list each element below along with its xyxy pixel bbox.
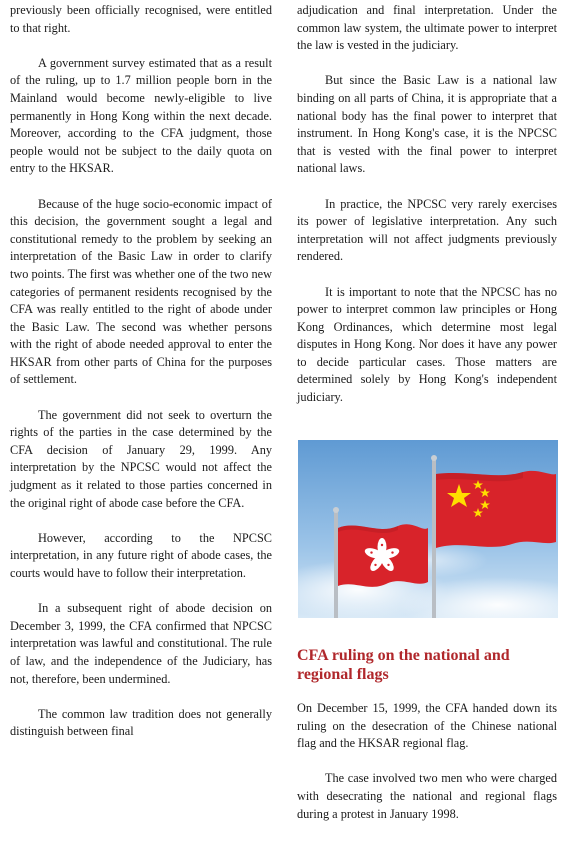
paragraph: In practice, the NPCSC very rarely exercises its power of legislative interpretation. Any such interpretation will not affect judgments previously rendered. (297, 196, 557, 264)
section-heading: CFA ruling on the national and regional flags (297, 647, 510, 683)
paragraph: previously been officially recognised, were entitled to that right. (10, 3, 272, 35)
paragraph: On December 15, 1999, the CFA handed down its ruling on the desecration of the Chinese national flag and the HKSAR regional flag. (297, 701, 557, 751)
flags-photo (298, 440, 558, 618)
paragraph: adjudication and final interpretation. Under the common law system, the ultimate power to interpret the law is vested in the judiciary. (297, 3, 557, 53)
paragraph: The government did not seek to overturn the rights of the parties in the case determined by the CFA decision of January 29, 1999. Any interpretation by the NPCSC would not affect the judgment as it related to those parties concerned in the original right of abode case before the CFA. (10, 407, 272, 510)
paragraph: But since the Basic Law is a national law binding on all parts of China, it is appropriate that a national body has the final power to interpret that instrument. In Hong Kong's case, it is the NPCSC that is vested with the final power to interpret national laws. (297, 73, 557, 176)
paragraph: A government survey estimated that as a result of the ruling, up to 1.7 million people born in the Mainland would become newly-eligible to live permanently in Hong Kong within the next decade. Moreover, according to the CFA judgment, those people would not be subject to the daily quota on entry to the HKSAR. (10, 55, 272, 176)
paragraph: It is important to note that the NPCSC has no power to interpret common law principles or Hong Kong Ordinances, which determine most legal disputes in Hong Kong. Nor does it have any power to decide particular cases. Those matters are determined solely by Hong Kong's independent judiciary. (297, 284, 557, 405)
section-body (297, 700, 557, 823)
paragraph: In a subsequent right of abode decision on December 3, 1999, the CFA confirmed that NPCSC interpretation was lawful and constitutional. The rule of law, and the independence of the Judiciary, has not, therefore, been undermined. (10, 601, 272, 686)
paragraph: The common law tradition does not generally distinguish between final (10, 706, 272, 739)
left-column (10, 2, 272, 741)
paragraph: Because of the huge socio-economic impact of this decision, the government sought a legal and constitutional remedy to the problem by seeking an interpretation of the Basic Law in order to clarify two points. The first was whether one of the two new categories of permanent residents recognised by the CFA was really entitled to the right of abode under the Basic Law. The second was whether persons with the right of abode needed approval to enter the HKSAR from other parts of China for the purposes of settlement. (10, 196, 272, 387)
flags-photo-icon (298, 440, 558, 618)
paragraph: However, according to the NPCSC interpretation, in any future right of abode cases, the courts would have to follow their interpretation. (10, 530, 272, 580)
right-column (297, 2, 557, 407)
paragraph: The case involved two men who were charged with desecrating the national and regional flags during a protest in January 1998. (297, 771, 557, 821)
